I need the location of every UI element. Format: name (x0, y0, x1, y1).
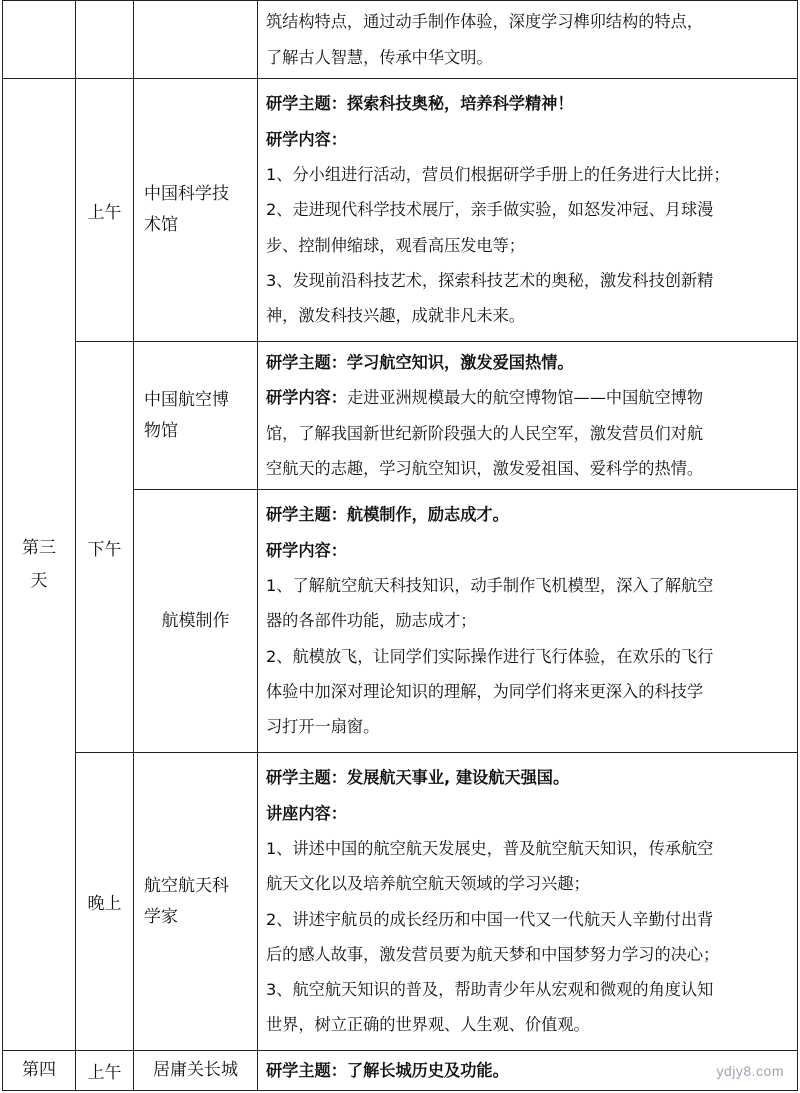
content-line: 后的感人故事，激发营员要为航天梦和中国梦努力学习的决心； (266, 944, 720, 964)
period-cell: 上午 (76, 79, 134, 342)
content-line: 习打开一扇窗。 (266, 717, 380, 737)
content-cell (258, 1, 798, 79)
venue-cell (134, 753, 258, 1051)
theme-heading: 研学主题：发展航天事业, 建设航天强国。 (266, 768, 570, 788)
table-row (3, 79, 798, 342)
venue-cell-empty (134, 1, 258, 79)
content-line: 空航天的志趣，学习航空知识，激发爱祖国、爱科学的热情。 (266, 458, 704, 478)
content-cell (258, 79, 798, 342)
content-line: 1、讲述中国的航空航天发展史，普及航空航天知识，传承航空 (266, 838, 714, 858)
table-row (3, 1, 798, 79)
venue-line: 物馆 (144, 420, 178, 441)
content-line: 2、走进现代科学技术展厅，亲手做实验，如怒发冲冠、月球漫 (266, 200, 714, 220)
content-heading: 讲座内容： (266, 803, 347, 823)
table-row (3, 753, 798, 1051)
period-cell-empty (76, 1, 134, 79)
content-text: 走进亚洲规模最大的航空博物馆——中国航空博物 (346, 388, 704, 408)
theme-heading: 研学主题：了解长城历史及功能。 (258, 1051, 798, 1091)
content-line: 航天文化以及培养航空航天领域的学习兴趣； (266, 874, 590, 894)
venue-line: 航空航天科 (144, 875, 229, 896)
content-line: 器的各部件功能，励志成才； (266, 611, 477, 631)
content-heading: 研学内容： (266, 388, 347, 408)
content-heading: 研学内容： (266, 129, 347, 149)
content-line: 2、讲述宇航员的成长经历和中国一代又一代航天人辛勤付出背 (266, 909, 714, 929)
content-cell (258, 753, 798, 1051)
watermark: ydjy8.com (716, 1063, 784, 1079)
content-line: 神，激发科技兴趣，成就非凡未来。 (266, 306, 525, 326)
content-line: 步、控制伸缩球，观看高压发电等； (266, 235, 525, 255)
venue-cell (134, 342, 258, 490)
period-cell: 上午 (76, 1051, 134, 1091)
venue-line: 中国航空博 (144, 389, 229, 410)
day-label-cell: 第四 (3, 1051, 76, 1091)
content-cell (258, 490, 798, 753)
venue-cell: 居庸关长城 (134, 1051, 258, 1091)
venue-cell (134, 79, 258, 342)
theme-heading: 研学主题：航模制作，励志成才。 (266, 505, 509, 525)
day-label: 天 (30, 570, 48, 591)
table-row (3, 342, 798, 490)
content-line: 1、了解航空航天科技知识，动手制作飞机模型，深入了解航空 (266, 576, 714, 596)
period-cell: 下午 (76, 342, 134, 753)
content-line: 1、分小组进行活动，营员们根据研学手册上的任务进行大比拼； (266, 165, 730, 185)
venue-line: 学家 (144, 906, 178, 927)
venue-line: 中国科学技 (144, 184, 229, 204)
day-label-cell (3, 79, 76, 1051)
content-line: 了解古人智慧，传承中华文明。 (266, 47, 493, 67)
content-line: 2、航模放飞，让同学们实际操作进行飞行体验，在欢乐的飞行 (266, 646, 714, 666)
content-cell (258, 342, 798, 490)
theme-heading: 研学主题：学习航空知识，激发爱国热情。 (266, 352, 574, 372)
venue-cell: 航模制作 (134, 490, 258, 753)
period-cell: 晚上 (76, 753, 134, 1051)
table-row (3, 1051, 798, 1091)
itinerary-table (2, 0, 798, 1091)
content-heading: 研学内容： (266, 540, 347, 560)
content-line: 体验中加深对理论知识的理解，为同学们将来更深入的科技学 (266, 681, 704, 701)
content-line: 馆，了解我国新世纪新阶段强大的人民空军，激发营员们对航 (266, 423, 704, 443)
content-line: 3、航空航天知识的普及，帮助青少年从宏观和微观的角度认知 (266, 980, 714, 1000)
content-line: 世界，树立正确的世界观、人生观、价值观。 (266, 1015, 590, 1035)
content-line (266, 380, 793, 415)
day-label: 第三 (22, 537, 56, 558)
content-line: 3、发现前沿科技艺术，探索科技艺术的奥秘，激发科技创新精 (266, 270, 714, 290)
day-cell-empty (3, 1, 76, 79)
content-line: 筑结构特点，通过动手制作体验，深度学习榫卯结构的特点， (266, 12, 704, 32)
venue-line: 术馆 (144, 215, 178, 235)
theme-heading: 研学主题：探索科技奥秘，培养科学精神！ (266, 94, 574, 114)
